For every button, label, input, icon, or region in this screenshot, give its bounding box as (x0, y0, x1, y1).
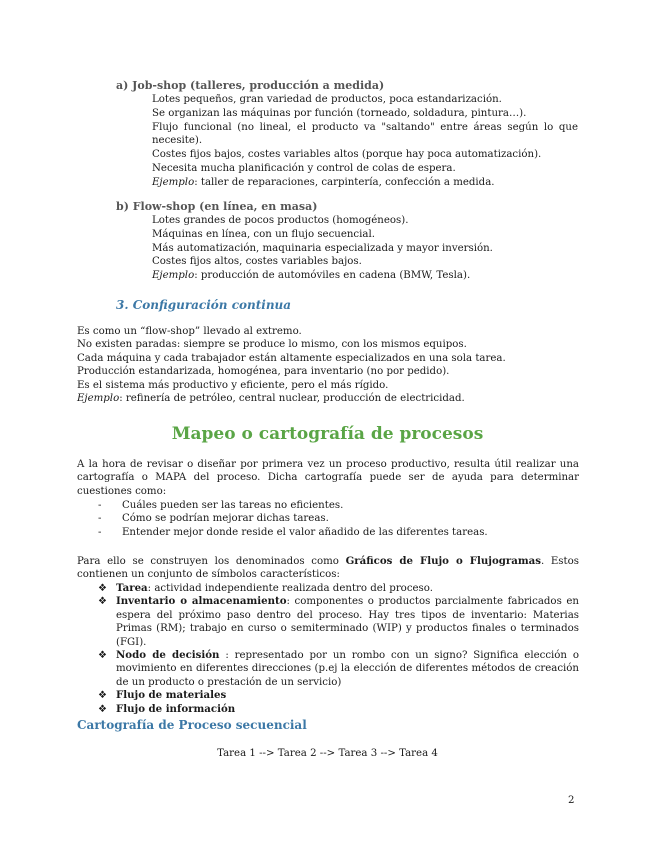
symbol-name: Flujo de información (116, 702, 236, 715)
list-item (98, 703, 579, 716)
example-text: : refinería de petróleo, central nuclear, producción de electricidad. (119, 393, 465, 405)
section-3-line: Producción estandarizada, homogénea, para inventario (no por pedido). (77, 366, 450, 378)
para2-text: Para ello se construyen los denominados como (77, 556, 346, 567)
list-item: - Entender mejor donde reside el valor añadido de las diferentes tareas. (98, 526, 488, 538)
list-item (98, 582, 579, 595)
diamond-bullet-icon: ❖ (98, 703, 107, 715)
list-item (98, 595, 579, 649)
symbols-list (98, 582, 579, 716)
diamond-bullet-icon: ❖ (98, 690, 107, 702)
section-b-label: b) Flow-shop (en línea, en masa) (116, 200, 318, 213)
secuencial-flow: Tarea 1 --> Tarea 2 --> Tarea 3 --> Tarea 4 (217, 748, 438, 759)
section-a-item: Necesita mucha planificación y control de colas de espera. (152, 162, 456, 174)
symbol-name: Nodo de decisión (116, 649, 220, 662)
example-text: : taller de reparaciones, carpintería, confección a medida. (194, 176, 495, 188)
list-item: - Cómo se podrían mejorar dichas tareas. (98, 513, 329, 525)
symbol-name: Tarea (116, 582, 148, 594)
section-a-item: Lotes pequeños, gran variedad de productos, poca estandarización. (152, 94, 502, 105)
mapeo-intro: A la hora de revisar o diseñar por primera vez un proceso productivo, resulta útil realizar una cartografía o MAPA del proceso. Dicha cartografía puede ser de ayuda para determinar cuestiones como: (77, 459, 579, 497)
mapeo-dash-list (98, 499, 578, 539)
mapeo-para2 (77, 555, 579, 582)
section-3-line: Es como un “flow-shop” llevado al extremo. (77, 326, 302, 337)
list-item: - Cuáles pueden ser las tareas no eficientes. (98, 500, 344, 511)
symbol-name: Inventario o almacenamiento (116, 595, 287, 608)
section-3-line: Cada máquina y cada trabajador están altamente especializados en una sola tarea. (77, 352, 506, 364)
list-item (98, 649, 579, 689)
example-label: Ejemplo (152, 270, 195, 282)
section-a-label: a) Job-shop (talleres, producción a medida) (116, 79, 385, 92)
list-item (98, 689, 579, 702)
section-b-item: Más automatización, maquinaria especializada y mayor inversión. (152, 242, 493, 254)
section-3-body (77, 325, 579, 405)
section-b-item: Costes fijos altos, costes variables bajos. (152, 256, 362, 268)
diamond-bullet-icon: ❖ (98, 583, 107, 594)
secuencial-heading: Cartografía de Proceso secuencial (77, 718, 307, 732)
section-b-item: Máquinas en línea, con un flujo secuencial. (152, 228, 375, 240)
example-label: Ejemplo (152, 176, 195, 188)
symbol-text: : actividad independiente realizada dentro del proceso. (147, 583, 433, 594)
section-3-line: Es el sistema más productivo y eficiente, pero el más rígido. (77, 379, 389, 391)
para2-text-after: . Estos contienen un conjunto de símbolos característicos: (77, 556, 579, 581)
symbol-text: : componentes o productos parcialmente fabricados en espera del próximo paso dentro del proceso. Hay tres tipos de inventario: Materias Primas (RM); trabajo en curso o semiterminado (WIP) y productos finales o terminados (FGI). (116, 596, 579, 648)
page-number: 2 (568, 795, 575, 806)
mapeo-title: Mapeo o cartografía de procesos (171, 424, 484, 444)
symbol-text: : representado por un rombo con un signo? Significa elección o movimiento en diferentes direcciones (p.ej la elección de diferentes métodos de creación de un producto o prestación de un servicio) (116, 650, 579, 688)
section-3-heading: 3. Configuración continua (116, 298, 292, 312)
list-item-text: Cuáles pueden ser las tareas no eficientes. (122, 500, 344, 511)
diamond-bullet-icon: ❖ (98, 596, 107, 608)
symbol-name: Flujo de materiales (116, 689, 227, 702)
section-a-item: Flujo funcional (no lineal, el producto va "saltando" entre áreas según lo que necesite). (152, 121, 578, 147)
section-b (116, 200, 578, 283)
diamond-bullet-icon: ❖ (98, 650, 107, 662)
list-item-text: Cómo se podrían mejorar dichas tareas. (122, 513, 329, 525)
section-a-items (152, 93, 578, 190)
section-3-example (77, 392, 579, 405)
section-a-example (152, 176, 578, 190)
section-a (116, 79, 578, 190)
para2-bold: Gráficos de Flujo o Flujogramas (345, 555, 541, 567)
section-3-line: No existen paradas: siempre se produce lo mismo, con los mismos equipos. (77, 339, 467, 351)
example-text: : producción de automóviles en cadena (BMW, Tesla). (194, 270, 471, 282)
section-a-item: Se organizan las máquinas por función (torneado, soldadura, pintura…). (152, 107, 527, 119)
section-b-items (152, 214, 578, 283)
section-b-example (152, 269, 578, 283)
list-item-text: Entender mejor donde reside el valor añadido de las diferentes tareas. (122, 526, 488, 538)
example-label: Ejemplo (77, 393, 120, 405)
section-a-item: Costes fijos bajos, costes variables altos (porque hay poca automatización). (152, 149, 542, 161)
section-b-item: Lotes grandes de pocos productos (homogéneos). (152, 215, 409, 226)
